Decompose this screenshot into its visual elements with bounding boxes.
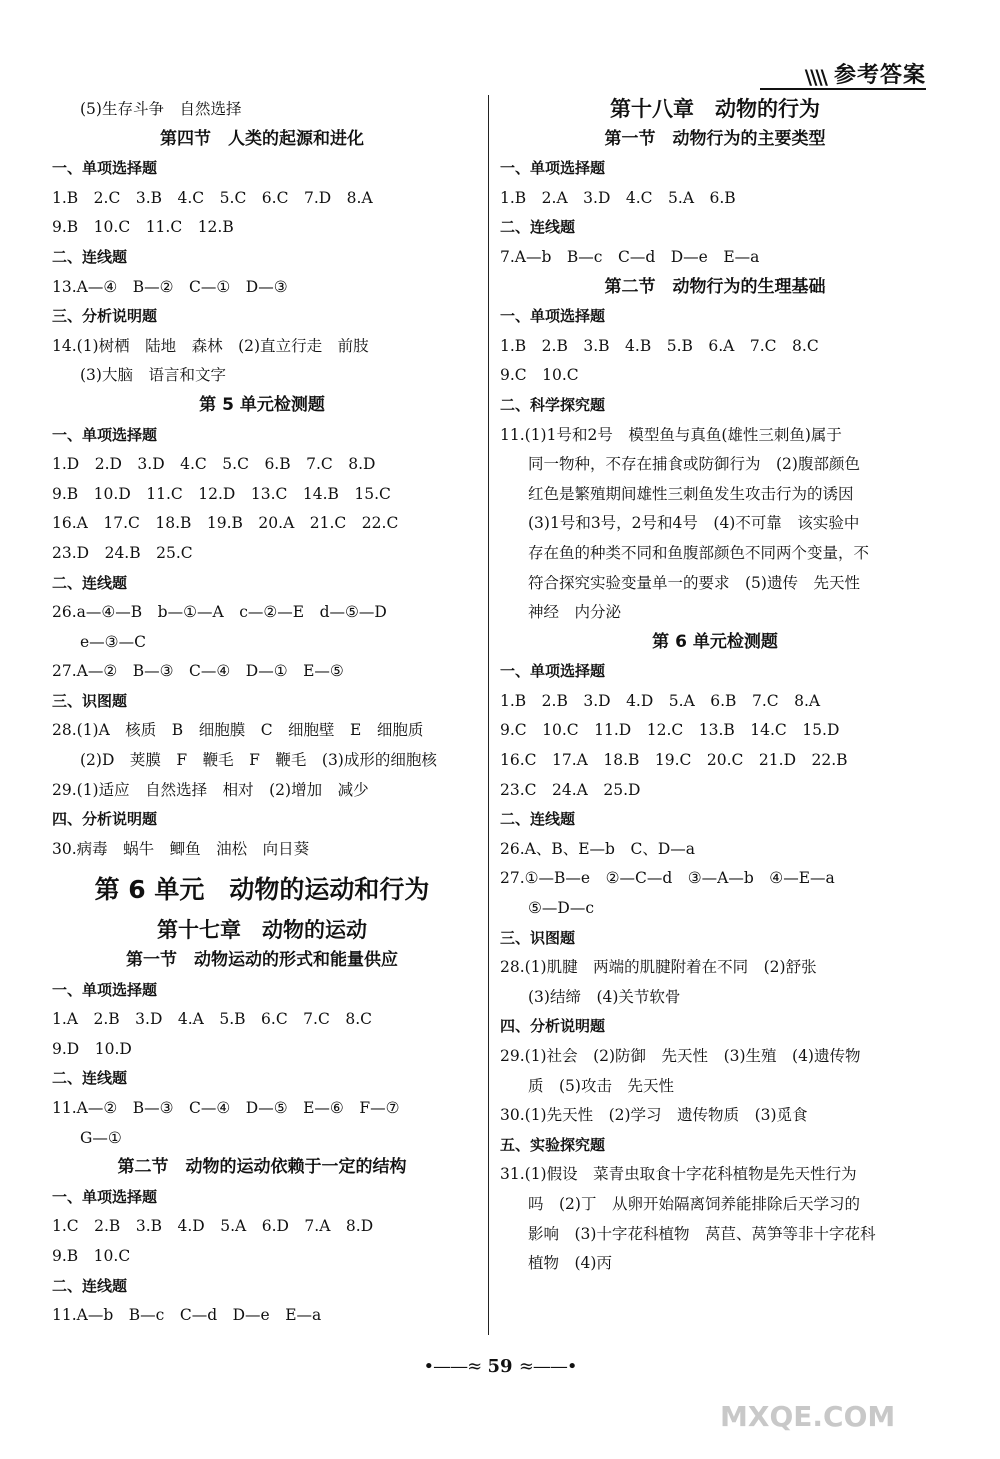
answer-line: 28.(1)A 核质 B 细胞膜 C 细胞壁 E 细胞质 <box>52 721 424 740</box>
answer-line: 16.C 17.A 18.B 19.C 20.C 21.D 22.B <box>500 751 848 770</box>
section-label: 二、连线题 <box>52 1069 128 1088</box>
section-heading: 第二节 动物行为的生理基础 <box>604 276 826 297</box>
section-label: 二、连线题 <box>52 1276 128 1295</box>
answer-line: 29.(1)社会 (2)防御 先天性 (3)生殖 (4)遗传物 <box>500 1047 861 1065</box>
header-title: 参考答案 <box>833 62 926 88</box>
chapter-heading: 第十八章 动物的行为 <box>610 97 820 121</box>
answer-line: 1.B 2.C 3.B 4.C 5.C 6.C 7.D 8.A <box>52 188 373 207</box>
answer-line: (5)生存斗争 自然选择 <box>80 100 242 118</box>
answer-line: 11.(1)1号和2号 模型鱼与真鱼(雄性三刺鱼)属于 <box>500 425 842 444</box>
answer-line: 7.A—b B—c C—d D—e E—a <box>500 247 760 266</box>
section-label: 二、连线题 <box>52 247 128 266</box>
section-label: 三、分析说明题 <box>52 307 158 326</box>
header-ornament-icon: \\\\ <box>804 65 826 89</box>
answer-line: 30.病毒 蜗牛 鲫鱼 油松 向日葵 <box>52 839 310 858</box>
section-label: 二、科学探究题 <box>500 395 606 414</box>
answer-line: 23.D 24.B 25.C <box>52 543 193 562</box>
section-label: 一、单项选择题 <box>52 159 158 178</box>
section-label: 一、单项选择题 <box>52 1187 158 1206</box>
answer-line: 9.C 10.C <box>500 366 579 385</box>
section-label: 三、识图题 <box>500 928 576 947</box>
section-label: 一、单项选择题 <box>500 662 606 681</box>
answer-line: 存在鱼的种类不同和鱼腹部颜色不同两个变量，不 <box>528 543 870 562</box>
answer-line: 神经 内分泌 <box>528 603 622 622</box>
chapter-heading: 第十七章 动物的运动 <box>157 918 367 943</box>
answer-line: 1.A 2.B 3.D 4.A 5.B 6.C 7.C 8.C <box>52 1010 372 1029</box>
section-label: 二、连线题 <box>52 573 128 592</box>
answer-line: 1.D 2.D 3.D 4.C 5.C 6.B 7.C 8.D <box>52 455 376 474</box>
section-label: 一、单项选择题 <box>500 307 606 326</box>
section-label: 四、分析说明题 <box>500 1017 606 1036</box>
section-label: 一、单项选择题 <box>500 159 606 178</box>
answer-line: 9.B 10.C <box>52 1246 131 1265</box>
answer-line: 9.C 10.C 11.D 12.C 13.B 14.C 15.D <box>500 721 840 740</box>
answer-line: 吗 (2)丁 从卵开始隔离饲养能排除后天学习的 <box>528 1194 860 1213</box>
answer-line: 31.(1)假设 菜青虫取食十字花科植物是先天性行为 <box>500 1165 857 1184</box>
answer-line: e—③—C <box>80 632 146 651</box>
section-label: 五、实验探究题 <box>500 1135 606 1154</box>
answer-line: 1.C 2.B 3.B 4.D 5.A 6.D 7.A 8.D <box>52 1217 374 1236</box>
answer-line: 红色是繁殖期间雄性三刺鱼发生攻击行为的诱因 <box>528 484 854 503</box>
answer-line: (3)大脑 语言和文字 <box>80 366 226 385</box>
answer-line: 符合探究实验变量单一的要求 (5)遗传 先天性 <box>528 573 860 592</box>
footer-ornament-right-icon: ≈——• <box>518 1356 577 1377</box>
answer-line: 30.(1)先天性 (2)学习 遗传物质 (3)觅食 <box>500 1106 808 1125</box>
answer-line: 27.A—② B—③ C—④ D—① E—⑤ <box>52 662 344 681</box>
answer-line: 13.A—④ B—② C—① D—③ <box>52 277 288 296</box>
section-heading: 第 5 单元检测题 <box>199 394 325 415</box>
section-label: 一、单项选择题 <box>52 425 158 444</box>
answer-line: 28.(1)肌腱 两端的肌腱附着在不同 (2)舒张 <box>500 958 817 977</box>
watermark: MXQE.COM <box>720 1400 896 1433</box>
section-label: 一、单项选择题 <box>52 980 158 999</box>
answer-line: (2)D 荚膜 F 鞭毛 F 鞭毛 (3)成形的细胞核 <box>80 751 437 770</box>
unit-title: 第 6 单元 动物的运动和行为 <box>94 875 430 905</box>
answer-line: G—① <box>80 1128 122 1147</box>
answer-line: 29.(1)适应 自然选择 相对 (2)增加 减少 <box>52 780 369 799</box>
answer-line: (3)结缔 (4)关节软骨 <box>528 987 681 1006</box>
section-label: 三、识图题 <box>52 691 128 710</box>
answer-line: 9.B 10.D 11.C 12.D 13.C 14.B 15.C <box>52 484 391 503</box>
answer-line: 影响 (3)十字花科植物 莴苣、莴笋等非十字花科 <box>528 1224 876 1243</box>
answer-line: 27.①—B—e ②—C—d ③—A—b ④—E—a <box>500 869 835 888</box>
answer-line: 同一物种，不存在捕食或防御行为 (2)腹部颜色 <box>528 455 860 474</box>
section-heading: 第 6 单元检测题 <box>652 631 778 652</box>
answer-line: 11.A—② B—③ C—④ D—⑤ E—⑥ F—⑦ <box>52 1099 400 1117</box>
section-heading: 第一节 动物行为的主要类型 <box>604 128 826 149</box>
page-number: 59 <box>487 1356 513 1377</box>
answer-line: 1.B 2.A 3.D 4.C 5.A 6.B <box>500 188 736 207</box>
answer-line: 1.B 2.B 3.B 4.B 5.B 6.A 7.C 8.C <box>500 336 819 355</box>
section-heading: 第四节 人类的起源和进化 <box>160 128 364 149</box>
header-rule <box>760 88 926 90</box>
answer-line: ⑤—D—c <box>528 899 595 918</box>
right-column <box>500 95 930 1279</box>
answer-line: 9.B 10.C 11.C 12.B <box>52 218 234 237</box>
section-heading: 第二节 动物的运动依赖于一定的结构 <box>117 1157 407 1178</box>
answer-line: 23.C 24.A 25.D <box>500 780 641 799</box>
section-heading: 第一节 动物运动的形式和能量供应 <box>126 950 398 971</box>
answer-line: 26.a—④—B b—①—A c—②—E d—⑤—D <box>52 603 387 622</box>
answer-line: 质 (5)攻击 先天性 <box>528 1076 674 1095</box>
footer-ornament-left-icon: •——≈ <box>423 1356 482 1377</box>
left-column <box>52 95 472 1331</box>
answer-line: 14.(1)树栖 陆地 森林 (2)直立行走 前肢 <box>52 336 369 355</box>
answer-line: 26.A、B、E—b C、D—a <box>500 839 695 858</box>
answer-line: 1.B 2.B 3.D 4.D 5.A 6.B 7.C 8.A <box>500 691 821 710</box>
column-divider <box>488 95 489 1335</box>
answer-line: 16.A 17.C 18.B 19.B 20.A 21.C 22.C <box>52 514 399 533</box>
answer-line: 11.A—b B—c C—d D—e E—a <box>52 1306 322 1325</box>
section-label: 二、连线题 <box>500 218 576 237</box>
page-footer <box>0 1356 1000 1377</box>
page-header <box>805 58 926 89</box>
section-label: 四、分析说明题 <box>52 810 158 829</box>
section-label: 二、连线题 <box>500 810 576 829</box>
answer-line: (3)1号和3号，2号和4号 (4)不可靠 该实验中 <box>528 514 860 533</box>
answer-line: 9.D 10.D <box>52 1039 132 1058</box>
answer-line: 植物 (4)丙 <box>528 1254 612 1273</box>
